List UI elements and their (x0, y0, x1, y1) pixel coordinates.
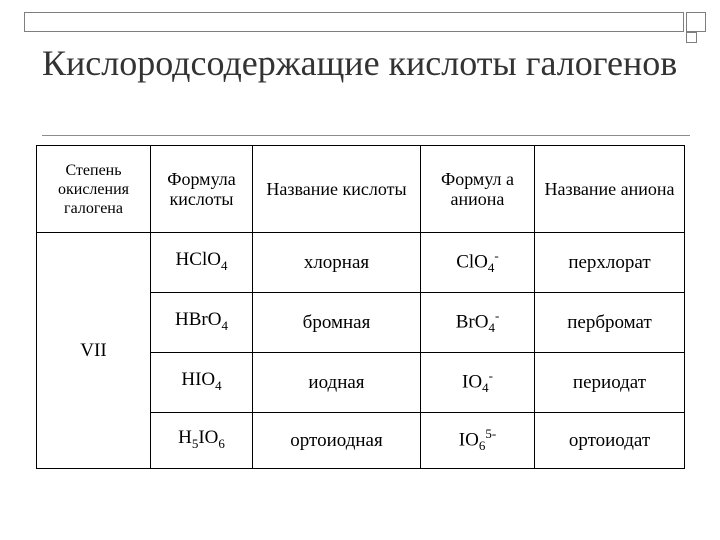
table-header-row (37, 146, 685, 233)
acid-name-cell: иодная (253, 353, 421, 413)
decorative-corner-square (686, 12, 706, 32)
anion-formula-cell: BrO$_4$- (421, 293, 535, 353)
acid-formula-cell: $HIO_4$ (151, 353, 253, 413)
anion-formula-cell: $IO_4^-$ (421, 353, 535, 413)
acid-formula-cell: HClO$_4$ (151, 233, 253, 293)
anion-formula-cell: ClO$_4$- (421, 233, 535, 293)
oxidation-value-cell: VII (37, 233, 151, 469)
anion-name-cell: пербромат (535, 293, 685, 353)
anion-name-cell: ортоиодат (535, 413, 685, 469)
acid-formula-cell: $H_5IO_6$ (151, 413, 253, 469)
anion-formula-cell: $IO_6^{5-}$ (421, 413, 535, 469)
header-acid-formula: Формула кислоты (151, 146, 253, 233)
acid-formula-cell: HBrO$_4$ (151, 293, 253, 353)
anion-name-cell: периодат (535, 353, 685, 413)
title-divider (42, 135, 690, 136)
acid-name-cell: хлорная (253, 233, 421, 293)
slide-title: Кислородсодержащие кислоты галогенов (42, 43, 678, 83)
decorative-header-bar (24, 12, 684, 32)
header-oxidation-state: Степень окисления галогена (37, 146, 151, 233)
table-row (37, 233, 685, 293)
anion-name-cell: перхлорат (535, 233, 685, 293)
header-anion-name: Название аниона (535, 146, 685, 233)
acid-name-cell: ортоиодная (253, 413, 421, 469)
header-acid-name: Название кислоты (253, 146, 421, 233)
decorative-corner-square-small (686, 32, 697, 43)
halogen-acids-table (36, 145, 685, 469)
header-anion-formula: Формул а аниона (421, 146, 535, 233)
acid-name-cell: бромная (253, 293, 421, 353)
